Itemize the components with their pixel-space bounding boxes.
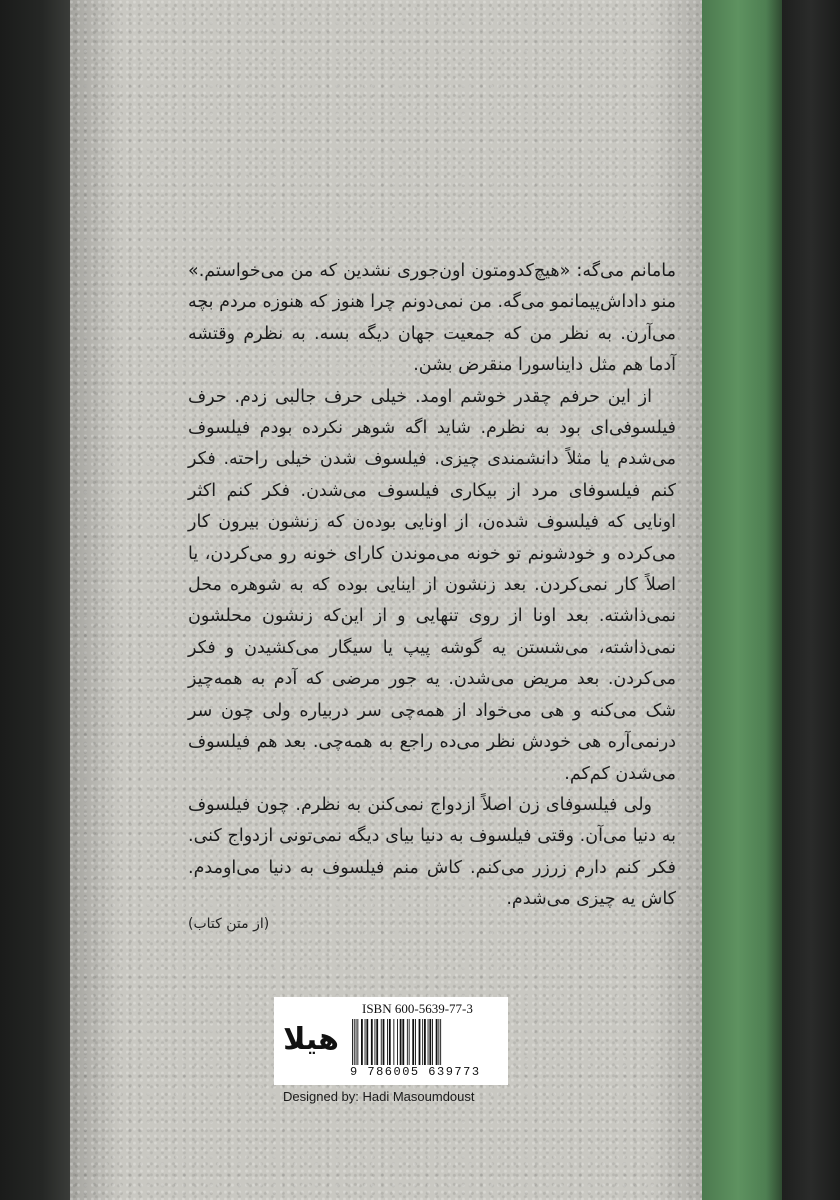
designer-credit: Designed by: Hadi Masoumdoust bbox=[283, 1089, 475, 1104]
barcode-bars bbox=[350, 1019, 500, 1065]
excerpt-paragraph-3: ولی فیلسوفای زن اصلاً ازدواج نمی‌کنن به نظرم. چون فیلسوف به دنیا می‌آن. وقتی فیلسوف به دنیا بیای دیگه نمی‌تونی ازدواج کنی. فکر کنم دارم زرزر می‌کنم. کاش منم فیلسوف به دنیا می‌اومدم. کاش یه چیزی می‌شدم. bbox=[188, 794, 676, 910]
barcode-panel bbox=[274, 997, 508, 1085]
left-dark-band bbox=[0, 0, 70, 1200]
back-cover-excerpt bbox=[188, 256, 676, 916]
source-note: (از متن کتاب) bbox=[188, 916, 270, 932]
isbn-number: ISBN 600-5639-77-3 bbox=[362, 1001, 473, 1016]
right-dark-band bbox=[782, 0, 840, 1200]
excerpt-paragraph-2: از این حرفم چقدر خوشم اومد. خیلی حرف جالبی زدم. حرف فیلسوفی‌ای بود به نظرم. شاید اگه شوهر نکرده بودم فیلسوف می‌شدم یا مثلاً دانشمندی چیزی. فیلسوف شدن خیلی راحته. فکر کنم فیلسوفای مرد از بیکاری فیلسوف می‌شدن. فکر کنم اکثر اونایی که فیلسوف شده‌ن، از اونایی بوده‌ن که زنشون بیرون کار می‌کرده و خودشونم تو خونه می‌موندن کارای خونه رو می‌کردن، یا اصلاً کار نمی‌کردن. بعد زنشون از اینایی بوده که به شوهره محل نمی‌ذاشته. بعد اونا از روی تنهایی و از این‌که زنشون محلشون نمی‌ذاشته، می‌شستن یه گوشه پیپ یا سیگار می‌کشیدن و فکر می‌کردن. بعد مریض می‌شدن. یه جور مرضی که آدم به همه‌چیز شک می‌کنه و هی می‌خواد از همه‌چی سر دربیاره ولی چون سر درنمی‌آره هی خودش نظر می‌ده راجع به همه‌چی. بعد هم فیلسوف می‌شدن کم‌کم. bbox=[188, 386, 676, 784]
green-spine-band bbox=[702, 0, 782, 1200]
publisher-logo: هیلا bbox=[283, 1022, 339, 1057]
barcode-digits: 9 786005 639773 bbox=[350, 1065, 481, 1079]
excerpt-paragraph-1: مامانم می‌گه: «هیچ‌کدومتون اون‌جوری نشدین که من می‌خواستم.» منو داداش‌پیمانمو می‌گه. من نمی‌دونم چرا هنوز که هنوزه مردم بچه می‌آرن. به نظر من که جمعیت جهان دیگه بسه. به نظرم وقتشه آدما هم مثل دایناسورا منقرض بشن. bbox=[188, 261, 676, 376]
